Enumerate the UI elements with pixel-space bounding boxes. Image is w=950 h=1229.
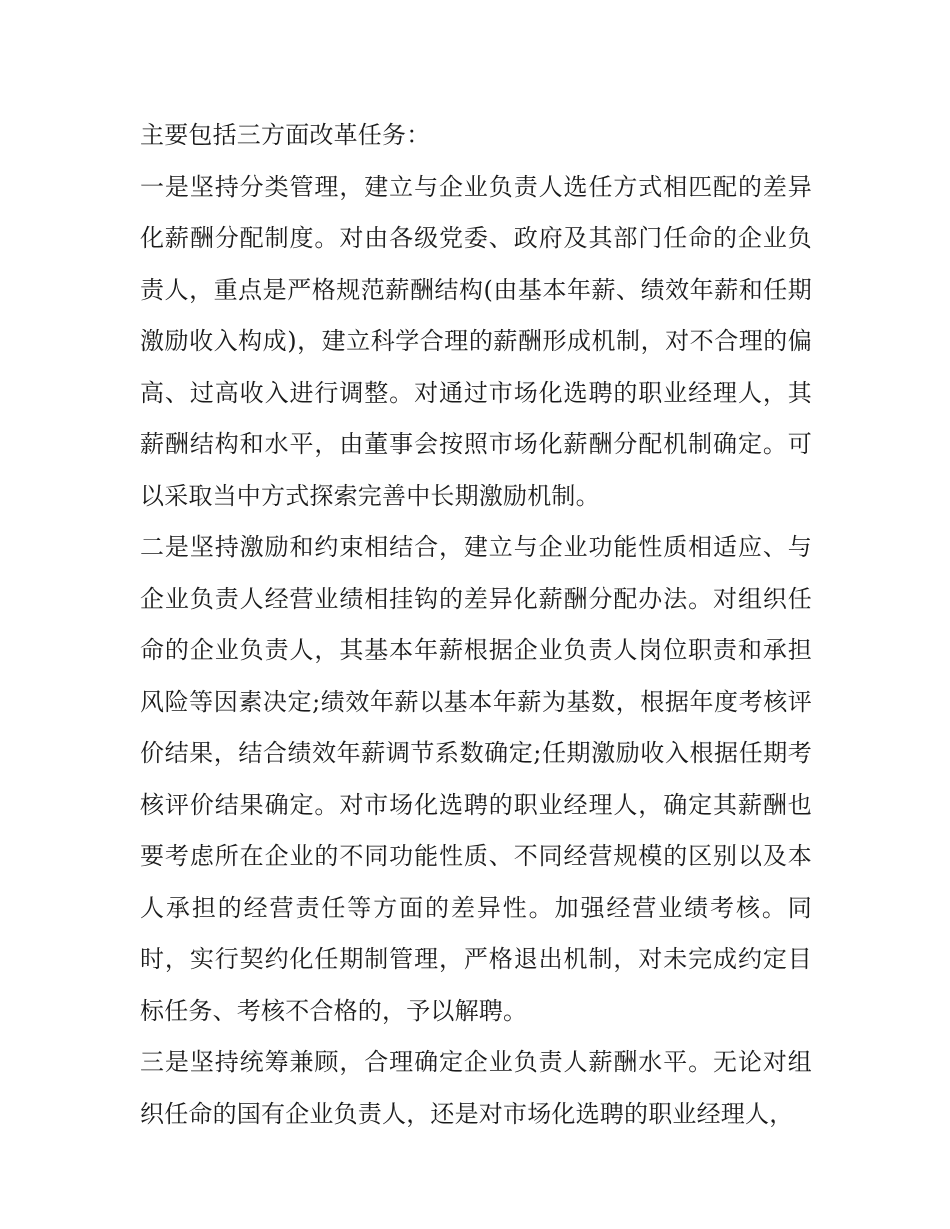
paragraph-first-task: 一是坚持分类管理，建立与企业负责人选任方式相匹配的差异化薪酬分配制度。对由各级党委、政府及其部门任命的企业负责人，重点是严格规范薪酬结构(由基本年薪、绩效年薪和任期激励收入构成)，建立科学合理的薪酬形成机制，对不合理的偏高、过高收入进行调整。对通过市场化选聘的职业经理人，其薪酬结构和水平，由董事会按照市场化薪酬分配机制确定。可以采取当中方式探索完善中长期激励机制。 [140,172,812,510]
document-body [140,110,812,1140]
paragraph-second-task: 二是坚持激励和约束相结合，建立与企业功能性质相适应、与企业负责人经营业绩相挂钩的差异化薪酬分配办法。对组织任命的企业负责人，其基本年薪根据企业负责人岗位职责和承担风险等因素决定;绩效年薪以基本年薪为基数，根据年度考核评价结果，结合绩效年薪调节系数确定;任期激励收入根据任期考核评价结果确定。对市场化选聘的职业经理人，确定其薪酬也要考虑所在企业的不同功能性质、不同经营规模的区别以及本人承担的经营责任等方面的差异性。加强经营业绩考核。同时，实行契约化任期制管理，严格退出机制，对未完成约定目标任务、考核不合格的，予以解聘。 [140,533,812,1025]
intro-paragraph: 主要包括三方面改革任务： [140,121,431,149]
paragraph-third-task: 三是坚持统筹兼顾，合理确定企业负责人薪酬水平。无论对组织任命的国有企业负责人，还是对市场化选聘的职业经理人， [140,1048,812,1128]
